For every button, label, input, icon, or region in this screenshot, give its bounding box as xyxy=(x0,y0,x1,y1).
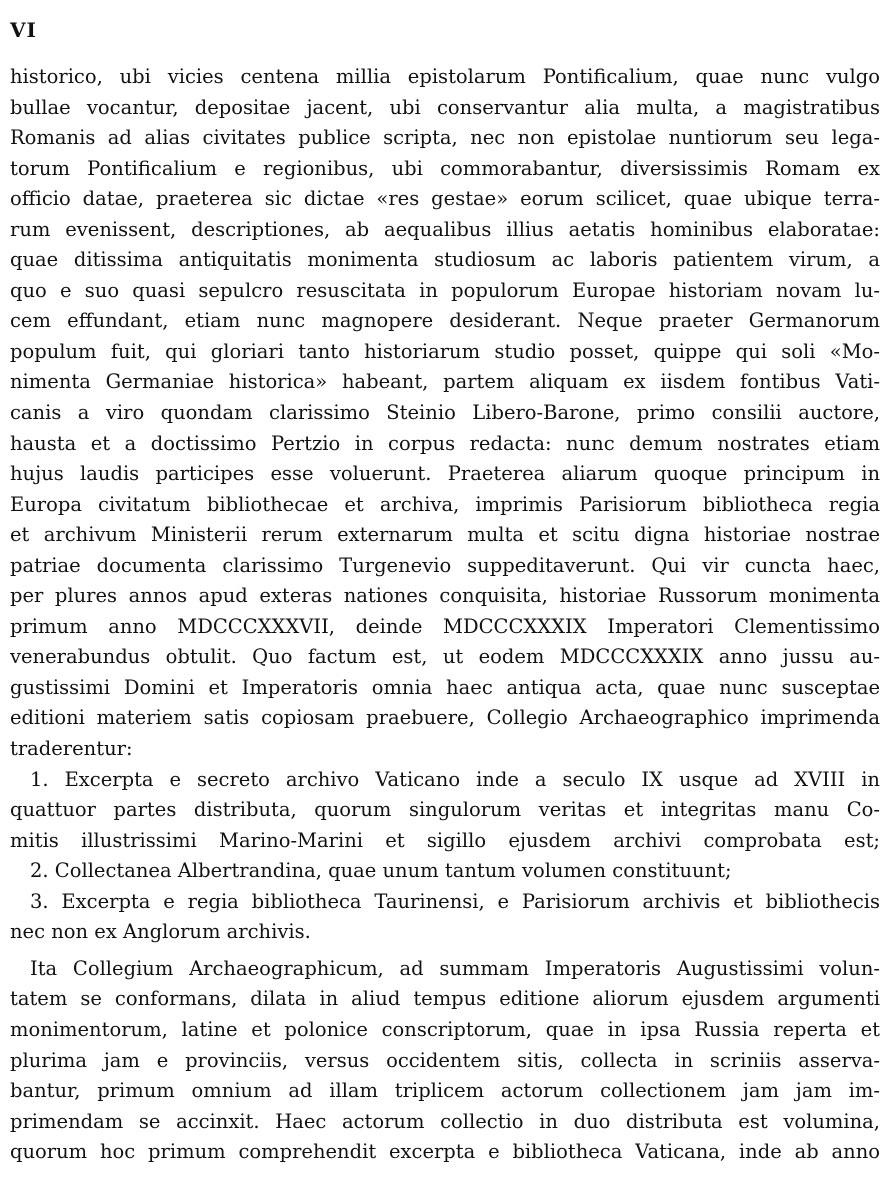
text-line: hujus laudis participes esse voluerunt. Praeterea aliarum quoque principum in xyxy=(10,462,880,486)
text-line: editioni materiem satis copiosam praebuere, Collegio Archaeographico imprimenda xyxy=(10,706,880,730)
text-line: officio datae, praeterea sic dictae «res gestae» eorum scilicet, quae ubique terra- xyxy=(10,187,880,211)
text-line: per plures annos apud exteras nationes conquisita, historiae Russorum monimenta xyxy=(10,584,880,608)
paragraph-1 xyxy=(10,62,880,765)
list-item xyxy=(10,765,880,857)
text-line: hausta et a doctissimo Pertzio in corpus redacta: nunc demum nostrates etiam xyxy=(10,431,880,455)
text-line: Romanis ad alias civitates publice scripta, nec non epistolae nuntiorum seu lega- xyxy=(10,126,880,150)
list-item xyxy=(10,887,880,948)
text-line: 3. Excerpta e regia bibliotheca Taurinensi, e Parisiorum archivis et bibliothecis xyxy=(30,889,880,913)
text-line: quae ditissima antiquitatis monimenta studiosum ac laboris patientem virum, a xyxy=(10,248,880,272)
text-line: historico, ubi vicies centena millia epistolarum Pontificalium, quae nunc vulgo xyxy=(10,65,880,88)
text-line: nimenta Germaniae historica» habeant, partem aliquam ex iisdem fontibus Vati- xyxy=(10,370,880,394)
text-line: torum Pontificalium e regionibus, ubi commorabantur, diversissimis Romam ex xyxy=(10,156,880,180)
text-line: nec non ex Anglorum archivis. xyxy=(10,920,311,944)
text-line: primendam se accinxit. Haec actorum collectio in duo distributa est volumina, xyxy=(10,1109,880,1133)
text-line: venerabundus obtulit. Quo factum est, ut eodem MDCCCXXXIX anno jussu au- xyxy=(10,645,880,669)
text-line: populum fuit, qui gloriari tanto historiarum studio posset, quippe qui soli «Mo- xyxy=(10,339,880,363)
text-line: 1. Excerpta e secreto archivo Vaticano inde a seculo IX usque ad XVIII in xyxy=(30,767,880,791)
text-line: et archivum Ministerii rerum externarum multa et scitu digna historiae nostrae xyxy=(10,523,880,547)
text-line: patriae documenta clarissimo Turgenevio suppeditaverunt. Qui vir cuncta haec, xyxy=(10,553,880,577)
text-line: plurima jam e provinciis, versus occidentem sitis, collecta in scriniis asserva- xyxy=(10,1048,880,1072)
text-line: cem effundant, etiam nunc magnopere desiderant. Neque praeter Germanorum xyxy=(10,309,880,333)
text-line: tatem se conformans, dilata in aliud tempus editione aliorum ejusdem argumenti xyxy=(10,987,880,1011)
text-line: canis a viro quondam clarissimo Steinio Libero-Barone, primo consilii auctore, xyxy=(10,401,880,425)
text-line: bantur, primum omnium ad illam triplicem actorum collectionem jam jam im- xyxy=(10,1079,880,1103)
text-line: rum evenissent, descriptiones, ab aequalibus illius aetatis hominibus elaboratae: xyxy=(10,217,880,241)
numbered-list xyxy=(10,765,880,948)
text-line: monimentorum, latine et polonice conscriptorum, quae in ipsa Russia reperta et xyxy=(10,1017,880,1041)
text-line: bullae vocantur, depositae jacent, ubi conservantur alia multa, a magistratibus xyxy=(10,95,880,119)
text-line: mitis illustrissimi Marino-Marini et sigillo ejusdem archivi comprobata est; xyxy=(10,828,880,852)
text-line: Europa civitatum bibliothecae et archiva, imprimis Parisiorum bibliotheca regia xyxy=(10,492,880,516)
text-line: Ita Collegium Archaeographicum, ad summam Imperatoris Augustissimi volun- xyxy=(30,956,880,980)
text-line: quo e suo quasi sepulcro resuscitata in populorum Europae historiam novam lu- xyxy=(10,278,880,302)
text-line: 2. Collectanea Albertrandina, quae unum tantum volumen constituunt; xyxy=(30,859,732,883)
body-text xyxy=(10,62,880,1168)
text-line: primum anno MDCCCXXXVII, deinde MDCCCXXXIX Imperatori Clementissimo xyxy=(10,614,880,638)
text-line: quorum hoc primum comprehendit excerpta e bibliotheca Vaticana, inde ab anno xyxy=(10,1140,880,1164)
page-number: VI xyxy=(10,18,37,42)
text-line: quattuor partes distributa, quorum singulorum veritas et integritas manu Co- xyxy=(10,798,880,822)
text-line: gustissimi Domini et Imperatoris omnia haec antiqua acta, quae nunc susceptae xyxy=(10,675,880,699)
paragraph-2 xyxy=(10,954,880,1168)
text-line: traderentur: xyxy=(10,737,133,761)
list-item xyxy=(10,856,880,887)
